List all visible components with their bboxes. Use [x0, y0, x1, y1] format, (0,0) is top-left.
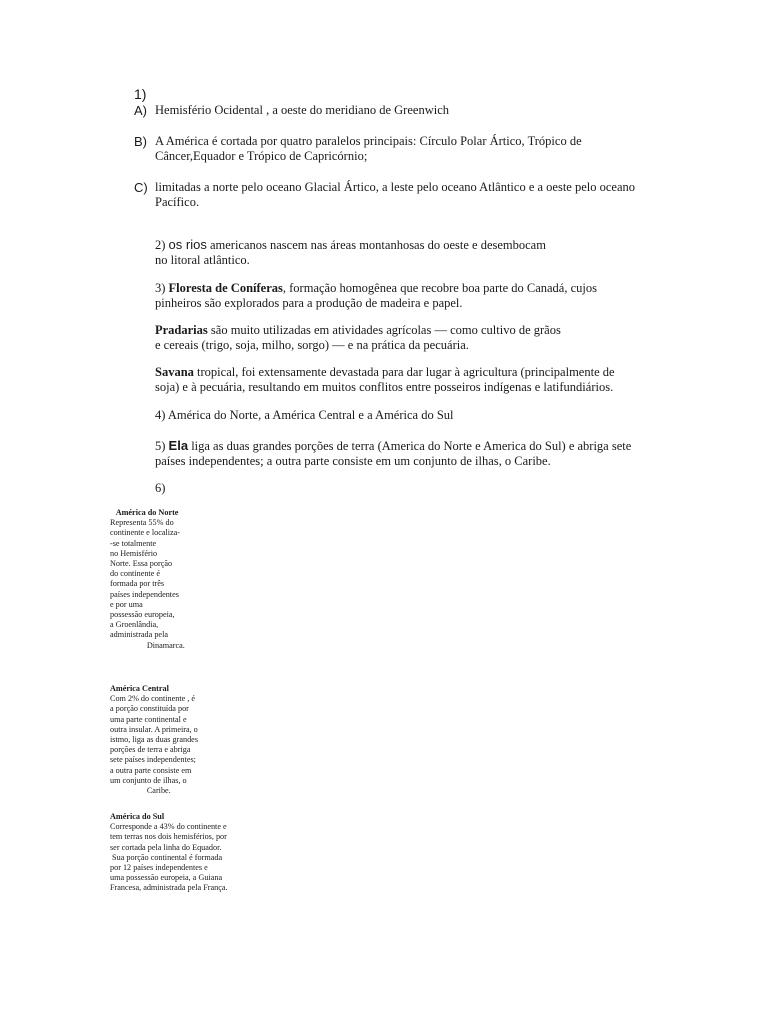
pradarias-emphasis: Pradarias: [155, 323, 208, 337]
america-central-line: um conjunto de ilhas, o: [110, 775, 187, 785]
answer-1b-line-2: Câncer,Equador e Trópico de Capricórnio;: [155, 149, 368, 163]
america-central-heading: América Central: [110, 684, 169, 693]
america-central-line: a outra parte consiste em: [110, 765, 192, 775]
america-do-norte-line: administrada pela: [110, 630, 168, 640]
america-do-sul-line: tem terras nos dois hemisférios, por: [110, 832, 227, 842]
america-do-sul-line: Corresponde a 43% do continente e: [110, 822, 227, 832]
answer-1b-label: B): [134, 134, 147, 149]
sidebar-america-do-sul: [110, 812, 228, 894]
america-central-line: a porção constituída por: [110, 704, 189, 714]
answer-1c-line-1: limitadas a norte pelo oceano Glacial Ártico, a leste pelo oceano Atlântico e a oeste pelo oceano: [155, 180, 636, 194]
answer-5: [155, 438, 645, 469]
america-do-norte-line: Dinamarca.: [110, 640, 185, 650]
answer-1c-label: C): [134, 180, 148, 195]
america-do-norte-line: continente e localiza-: [110, 528, 181, 538]
america-do-sul-line: ser cortada pela linha do Equador.: [110, 842, 222, 852]
pradarias-line-2: e cereais (trigo, soja, milho, sorgo) — e na prática da pecuária.: [155, 338, 469, 352]
answer-2-emphasis: os rios: [168, 237, 207, 252]
answer-5-line-1: [155, 438, 645, 454]
america-do-norte-line: do continente é: [110, 569, 161, 579]
america-central-line: uma parte continental e: [110, 714, 187, 724]
answer-3-pradarias: [155, 323, 595, 353]
answer-3-savana: [155, 365, 645, 395]
answer-2: [155, 237, 575, 268]
answer-3-rest: , formação homogênea que recobre boa parte do Canadá, cujos: [282, 281, 597, 295]
answer-1a-label: A): [134, 103, 147, 118]
answer-1b-text: [155, 134, 655, 164]
sidebar-america-central: [110, 684, 198, 796]
answer-4: 4) América do Norte, a América Central e a América do Sul: [155, 408, 454, 422]
answer-2-rest: americanos nascem nas áreas montanhosas do oeste e desembocam: [206, 238, 546, 252]
america-central-line: porções de terra e abriga: [110, 745, 191, 755]
america-do-sul-line: Francesa, administrada pela França.: [110, 883, 228, 893]
america-do-norte-line: Norte. Essa porção: [110, 559, 173, 569]
answer-3-prefix: 3): [155, 281, 169, 295]
answer-1c-line-2: Pacífico.: [155, 195, 200, 209]
savana-line-1: [155, 365, 645, 380]
america-central-line: sete países independentes;: [110, 755, 196, 765]
america-do-sul-line: Sua porção continental é formada: [110, 852, 223, 862]
america-do-norte-line: e por uma: [110, 599, 143, 609]
america-central-line: Caribe.: [110, 786, 171, 796]
america-do-sul-line: por 12 países independentes e: [110, 863, 208, 873]
answer-1a-text: Hemisfério Ocidental , a oeste do meridiano de Greenwich: [155, 103, 449, 117]
answer-1b-line-1: A América é cortada por quatro paralelos principais: Círculo Polar Ártico, Trópico de: [155, 134, 582, 148]
sidebar-america-do-norte: [110, 508, 185, 651]
answer-3-line-2: pinheiros são explorados para a produção de madeira e papel.: [155, 296, 463, 310]
answer-5-rest: liga as duas grandes porções de terra (America do Norte e America do Sul) e abriga sete: [188, 439, 632, 453]
america-central-line: Com 2% do continente , é: [110, 694, 196, 704]
america-central-line: istmo, liga as duas grandes: [110, 735, 198, 745]
answer-2-prefix: 2): [155, 238, 169, 252]
answer-3-coniferas: [155, 281, 645, 311]
america-central-line: outra insular. A primeira, o: [110, 724, 198, 734]
answer-1c-text: [155, 180, 655, 210]
america-do-norte-line: formada por três: [110, 579, 165, 589]
pradarias-line-1: [155, 323, 595, 338]
question-6-number: 6): [155, 481, 166, 495]
america-do-norte-line: possessão europeia,: [110, 610, 175, 620]
america-do-sul-line: uma possessão europeia, a Guiana: [110, 873, 223, 883]
question-1-number: 1): [134, 86, 147, 102]
america-do-sul-heading: América do Sul: [110, 812, 165, 821]
savana-line-2: soja) e à pecuária, resultando em muitos conflitos entre posseiros indígenas e latifundiários.: [155, 380, 614, 394]
answer-3-line-1: [155, 281, 645, 296]
answer-5-line-2: países independentes; a outra parte consiste em um conjunto de ilhas, o Caribe.: [155, 454, 551, 468]
answer-3-emphasis: Floresta de Coníferas: [168, 281, 283, 295]
answer-5-prefix: 5): [155, 439, 169, 453]
america-do-norte-line: no Hemisfério: [110, 548, 158, 558]
answer-2-line-2: no litoral atlântico.: [155, 253, 250, 267]
pradarias-rest: são muito utilizadas em atividades agrícolas — como cultivo de grãos: [207, 323, 561, 337]
savana-emphasis: Savana: [155, 365, 194, 379]
savana-rest: tropical, foi extensamente devastada para dar lugar à agricultura (principalmente de: [193, 365, 615, 379]
america-do-norte-heading: América do Norte: [110, 508, 179, 517]
america-do-norte-line: a Groenlândia,: [110, 620, 159, 630]
america-do-norte-line: Representa 55% do: [110, 518, 174, 528]
answer-5-emphasis: Ela: [168, 438, 189, 453]
america-do-norte-line: -se totalmente: [110, 538, 157, 548]
answer-2-line-1: [155, 237, 575, 253]
america-do-norte-line: países independentes: [110, 589, 179, 599]
